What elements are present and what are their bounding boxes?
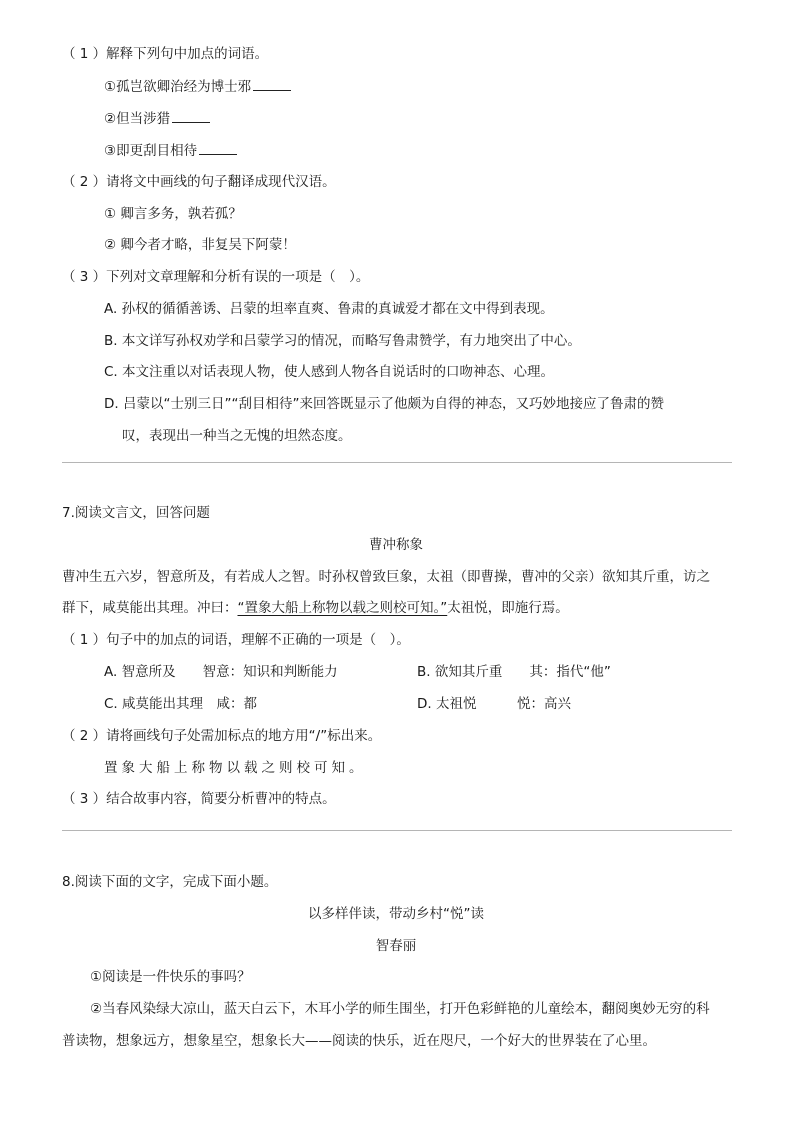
section-divider	[62, 462, 732, 463]
q6-part3-heading: （ 3 ）下列对文章理解和分析有误的一项是（ ）。	[62, 269, 370, 285]
answer-blank[interactable]	[253, 76, 291, 91]
q6-part1-item-2: ②但当涉猎	[104, 108, 210, 129]
q6-option-d: D. 吕蒙以“士别三日”“刮目相待”来回答既显示了他颇为自得的神态，又巧妙地接应了鲁肃的赞	[104, 396, 664, 412]
section-divider	[62, 830, 732, 831]
q7-option-c: C. 咸莫能出其理 咸：都	[104, 696, 258, 712]
q6-part2-sentence-1: ① 卿言多务，孰若孤？	[104, 206, 242, 222]
q8-paragraph-2-line-1: ②当春风染绿大凉山，蓝天白云下，木耳小学的师生围坐，打开色彩鲜艳的儿童绘本，翻阅奥妙无穷的科	[90, 1001, 710, 1017]
q7-part1-heading: （ 1 ）句子中的加点的词语，理解不正确的一项是（ ）。	[62, 632, 410, 648]
q7-part2-heading: （ 2 ）请将画线句子处需加标点的地方用“/”标出来。	[62, 728, 382, 744]
q6-option-b: B. 本文详写孙权劝学和吕蒙学习的情况，而略写鲁肃赞学，有力地突出了中心。	[104, 333, 581, 349]
q7-punctuation-sentence: 置象大船上称物以载之则校可知。	[104, 760, 367, 776]
q6-option-a: A. 孙权的循循善诱、吕蒙的坦率直爽、鲁肃的真诚爱才都在文中得到表现。	[104, 301, 554, 317]
q6-option-d-continued: 叹，表现出一种当之无愧的坦然态度。	[122, 428, 352, 444]
q6-part2-sentence-2: ② 卿今者才略，非复吴下阿蒙！	[104, 237, 296, 253]
q7-underlined-sentence: “置象大船上称物以载之则校可知。”	[237, 600, 448, 616]
q8-paragraph-1: ①阅读是一件快乐的事吗？	[90, 969, 251, 985]
q6-part1-item-1: ①孤岂欲卿治经为博士邪	[104, 76, 291, 97]
q7-passage-line-1: 曹冲生五六岁，智意所及，有若成人之智。时孙权曾致巨象，太祖（即曹操，曹冲的父亲）欲知其斤重，访之	[62, 569, 710, 585]
q7-option-d: D. 太祖悦 悦：高兴	[417, 696, 571, 712]
q7-passage-title: 曹冲称象	[369, 537, 423, 553]
q6-part2-heading: （ 2 ）请将文中画线的句子翻译成现代汉语。	[62, 174, 336, 190]
q8-paragraph-2-line-2: 普读物，想象远方，想象星空，想象长大——阅读的快乐，近在咫尺，一个好大的世界装在了心里。	[62, 1033, 656, 1049]
q7-heading: 7.阅读文言文，回答问题	[62, 505, 210, 521]
answer-blank[interactable]	[199, 140, 237, 155]
q7-option-b: B. 欲知其斤重 其：指代“他”	[417, 664, 611, 680]
q7-part3-heading: （ 3 ）结合故事内容，简要分析曹冲的特点。	[62, 791, 336, 807]
q6-option-c: C. 本文注重以对话表现人物，使人感到人物各自说话时的口吻神态、心理。	[104, 364, 555, 380]
q8-article-title: 以多样伴读，带动乡村“悦”读	[308, 906, 484, 922]
q8-article-author: 智春丽	[375, 938, 417, 954]
q6-part1-heading: （ 1 ）解释下列句中加点的词语。	[62, 46, 269, 62]
answer-blank[interactable]	[172, 108, 210, 123]
q7-option-a: A. 智意所及 智意：知识和判断能力	[104, 664, 338, 680]
q6-part1-item-3: ③即更刮目相待	[104, 140, 237, 161]
q7-passage-line-2: 群下，咸莫能出其理。冲曰：“置象大船上称物以载之则校可知。”太祖悦，即施行焉。	[62, 600, 569, 616]
q8-heading: 8.阅读下面的文字，完成下面小题。	[62, 874, 278, 890]
